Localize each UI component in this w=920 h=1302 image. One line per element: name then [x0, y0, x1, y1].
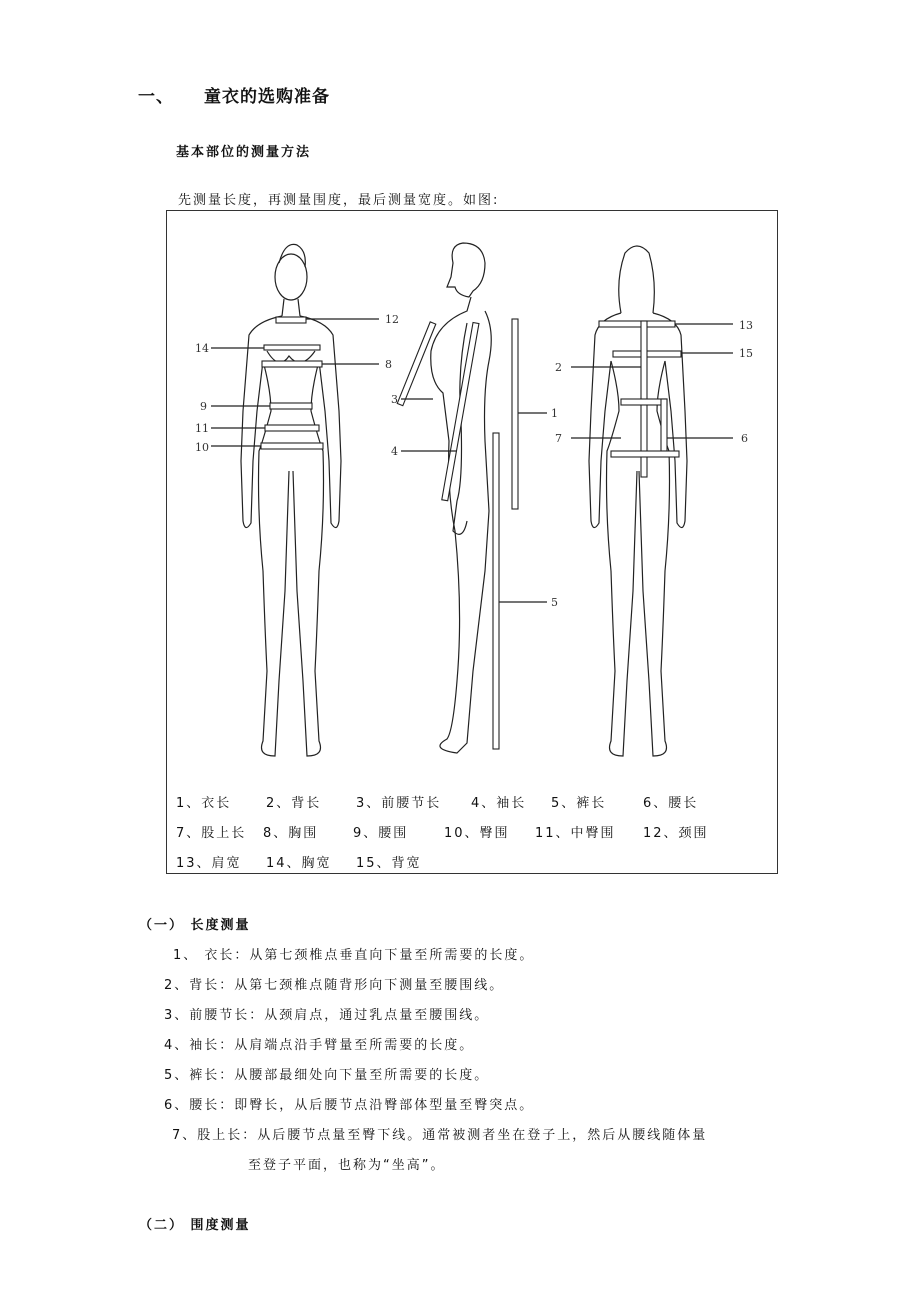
shoulder-width-tape	[599, 321, 675, 327]
legend-item: 5、裤长	[551, 796, 607, 811]
label-13: 13	[739, 319, 753, 332]
legend-item: 15、背宽	[356, 856, 422, 871]
legend-item: 7、股上长	[176, 826, 247, 841]
label-7: 7	[555, 432, 562, 445]
back-waist-tape	[621, 399, 667, 405]
neck-tape	[276, 317, 306, 323]
legend-item: 13、肩宽	[176, 856, 242, 871]
length-item-7-continuation: 至登子平面，也称为“坐高”。	[248, 1158, 446, 1173]
intro-text: 先测量长度，再测量围度，最后测量宽度。如图:	[178, 193, 500, 208]
legend-item: 3、前腰节长	[356, 796, 442, 811]
hip-length-tape	[661, 399, 667, 451]
label-4: 4	[391, 445, 398, 458]
length-item-5: 5、裤长：从腰部最细处向下量至所需要的长度。	[164, 1068, 490, 1083]
length-item-1: 1、 衣长：从第七颈椎点垂直向下量至所需要的长度。	[173, 948, 535, 963]
mid-hip-tape	[265, 425, 319, 431]
label-14: 14	[195, 342, 209, 355]
label-9: 9	[200, 400, 207, 413]
legend-item: 1、衣长	[176, 796, 232, 811]
label-8: 8	[385, 358, 392, 371]
label-2: 2	[555, 361, 562, 374]
length-item-2: 2、背长：从第七颈椎点随背形向下测量至腰围线。	[164, 978, 505, 993]
legend-item: 8、胸围	[263, 826, 319, 841]
length-item-4: 4、袖长：从肩端点沿手臂量至所需要的长度。	[164, 1038, 475, 1053]
legend-item: 11、中臀围	[535, 826, 616, 841]
legend-item: 2、背长	[266, 796, 322, 811]
chest-width-tape	[264, 345, 320, 350]
body-measurement-diagram	[167, 211, 777, 873]
legend-item: 4、袖长	[471, 796, 527, 811]
bust-tape	[262, 361, 322, 367]
label-6: 6	[741, 432, 748, 445]
legend-item: 14、胸宽	[266, 856, 332, 871]
label-10: 10	[195, 441, 209, 454]
label-12: 12	[385, 313, 399, 326]
measurement-figure	[166, 210, 778, 874]
section-number: 一、	[138, 87, 174, 107]
back-hip-tape	[611, 451, 679, 457]
trouser-length-tape	[493, 433, 499, 749]
front-waist-tape	[397, 322, 436, 406]
label-11: 11	[195, 422, 209, 435]
garment-length-tape	[512, 319, 518, 509]
legend-item: 9、腰围	[353, 826, 409, 841]
legend-item: 12、颈围	[643, 826, 709, 841]
legend-item: 6、腰长	[643, 796, 699, 811]
subheading: 基本部位的测量方法	[176, 145, 312, 160]
label-15: 15	[739, 347, 753, 360]
side-figure	[431, 243, 492, 753]
legend-item: 10、臀围	[444, 826, 510, 841]
label-1: 1	[551, 407, 558, 420]
girth-section-title: （二） 围度测量	[139, 1218, 251, 1233]
length-item-7: 7、股上长：从后腰节点量至臀下线。通常被测者坐在登子上，然后从腰线随体量	[172, 1128, 708, 1143]
length-item-6: 6、腰长：即臀长，从后腰节点沿臀部体型量至臀突点。	[164, 1098, 535, 1113]
section-title: 童衣的选购准备	[204, 87, 330, 107]
label-5: 5	[551, 596, 558, 609]
hip-tape	[261, 443, 323, 449]
waist-tape	[270, 403, 312, 409]
length-section-title: （一） 长度测量	[139, 918, 251, 933]
length-item-3: 3、前腰节长：从颈肩点，通过乳点量至腰围线。	[164, 1008, 490, 1023]
label-3: 3	[391, 393, 398, 406]
